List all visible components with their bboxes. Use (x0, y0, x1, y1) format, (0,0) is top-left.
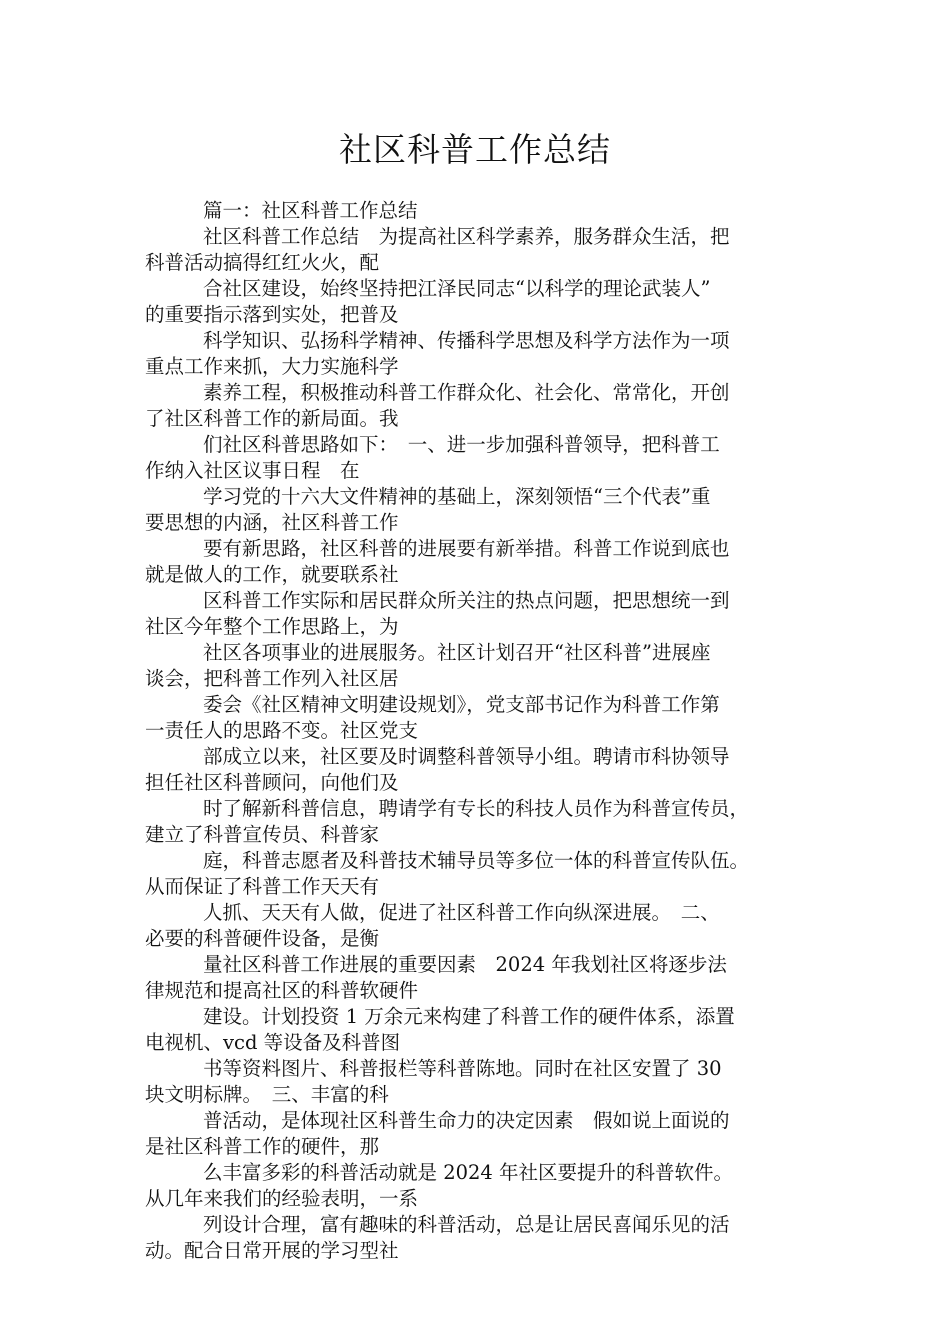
paragraph (145, 588, 825, 640)
paragraph (145, 328, 825, 380)
paragraph (145, 952, 825, 1004)
paragraph-line: 必要的科普硬件设备，是衡 (145, 927, 380, 950)
paragraph-line: 建立了科普宣传员、科普家 (145, 823, 380, 846)
paragraph-line: 社区各项事业的进展服务。社区计划召开“社区科普”进展座 (203, 641, 711, 664)
paragraph-line: 社区科普工作总结 为提高社区科学素养，服务群众生活，把 (203, 225, 730, 248)
paragraph-line: 科学知识、弘扬科学精神、传播科学思想及科学方法作为一项 (203, 329, 730, 352)
paragraph-line: 么丰富多彩的科普活动就是 2024 年社区要提升的科普软件。 (203, 1161, 734, 1184)
paragraph-line: 们社区科普思路如下： 一、进一步加强科普领导，把科普工 (203, 433, 720, 456)
paragraph-line: 庭，科普志愿者及科普技术辅导员等多位一体的科普宣传队伍。 (203, 849, 750, 872)
paragraph (145, 1056, 825, 1108)
paragraph (145, 198, 825, 224)
paragraph-line: 部成立以来，社区要及时调整科普领导小组。聘请市科协领导 (203, 745, 730, 768)
paragraph-line: 块文明标牌。 三、丰富的科 (145, 1083, 389, 1106)
paragraph (145, 224, 825, 276)
paragraph-line: 一责任人的思路不变。社区党支 (145, 719, 419, 742)
paragraph-line: 的重要指示落到实处，把普及 (145, 303, 399, 326)
paragraph (145, 796, 825, 848)
paragraph (145, 692, 825, 744)
paragraph-line: 委会《社区精神文明建设规划》，党支部书记作为科普工作第 (203, 693, 720, 716)
paragraph-line: 了社区科普工作的新局面。我 (145, 407, 399, 430)
paragraph (145, 536, 825, 588)
paragraph-line: 就是做人的工作，就要联系社 (145, 563, 399, 586)
paragraph-line: 篇一：社区科普工作总结 (203, 199, 418, 222)
paragraph (145, 380, 825, 432)
paragraph-line: 建设。计划投资 1 万余元来构建了科普工作的硬件体系，添置 (203, 1005, 735, 1028)
paragraph-line: 从几年来我们的经验表明，一系 (145, 1187, 419, 1210)
paragraph-line: 人抓、天天有人做，促进了社区科普工作向纵深进展。 二、 (203, 901, 720, 924)
paragraph (145, 1004, 825, 1056)
paragraph (145, 432, 825, 484)
paragraph (145, 1212, 825, 1264)
paragraph-line: 合社区建设，始终坚持把江泽民同志“以科学的理论武装人” (203, 277, 711, 300)
paragraph (145, 640, 825, 692)
paragraph-line: 谈会，把科普工作列入社区居 (145, 667, 399, 690)
paragraph-line: 律规范和提高社区的科普软硬件 (145, 979, 419, 1002)
paragraph-line: 科普活动搞得红红火火，配 (145, 251, 380, 274)
paragraph-line: 担任社区科普顾问，向他们及 (145, 771, 399, 794)
paragraph (145, 848, 825, 900)
paragraph (145, 1160, 825, 1212)
paragraph-line: 素养工程，积极推动科普工作群众化、社会化、常常化，开创 (203, 381, 730, 404)
paragraph (145, 900, 825, 952)
document-body (145, 198, 825, 1264)
paragraph-line: 重点工作来抓，大力实施科学 (145, 355, 399, 378)
paragraph (145, 484, 825, 536)
document-title: 社区科普工作总结 (339, 130, 611, 169)
paragraph-line: 要思想的内涵，社区科普工作 (145, 511, 399, 534)
paragraph-line: 作纳入社区议事日程 在 (145, 459, 360, 482)
paragraph-line: 动。配合日常开展的学习型社 (145, 1239, 399, 1262)
paragraph (145, 276, 825, 328)
paragraph (145, 744, 825, 796)
paragraph-line: 书等资料图片、科普报栏等科普陈地。同时在社区安置了 30 (203, 1057, 722, 1080)
paragraph-line: 要有新思路，社区科普的进展要有新举措。科普工作说到底也 (203, 537, 730, 560)
paragraph-line: 列设计合理，富有趣味的科普活动，总是让居民喜闻乐见的活 (203, 1213, 730, 1236)
paragraph-line: 学习党的十六大文件精神的基础上，深刻领悟“三个代表”重 (203, 485, 711, 508)
paragraph-line: 社区今年整个工作思路上，为 (145, 615, 399, 638)
paragraph-line: 电视机、vcd 等设备及科普图 (145, 1031, 401, 1054)
paragraph (145, 1108, 825, 1160)
paragraph-line: 量社区科普工作进展的重要因素 2024 年我划社区将逐步法 (203, 953, 727, 976)
paragraph-line: 普活动，是体现社区科普生命力的决定因素 假如说上面说的 (203, 1109, 730, 1132)
paragraph-line: 从而保证了科普工作天天有 (145, 875, 380, 898)
paragraph-line: 时了解新科普信息，聘请学有专长的科技人员作为科普宣传员， (203, 797, 750, 820)
paragraph-line: 区科普工作实际和居民群众所关注的热点问题，把思想统一到 (203, 589, 730, 612)
paragraph-line: 是社区科普工作的硬件，那 (145, 1135, 380, 1158)
